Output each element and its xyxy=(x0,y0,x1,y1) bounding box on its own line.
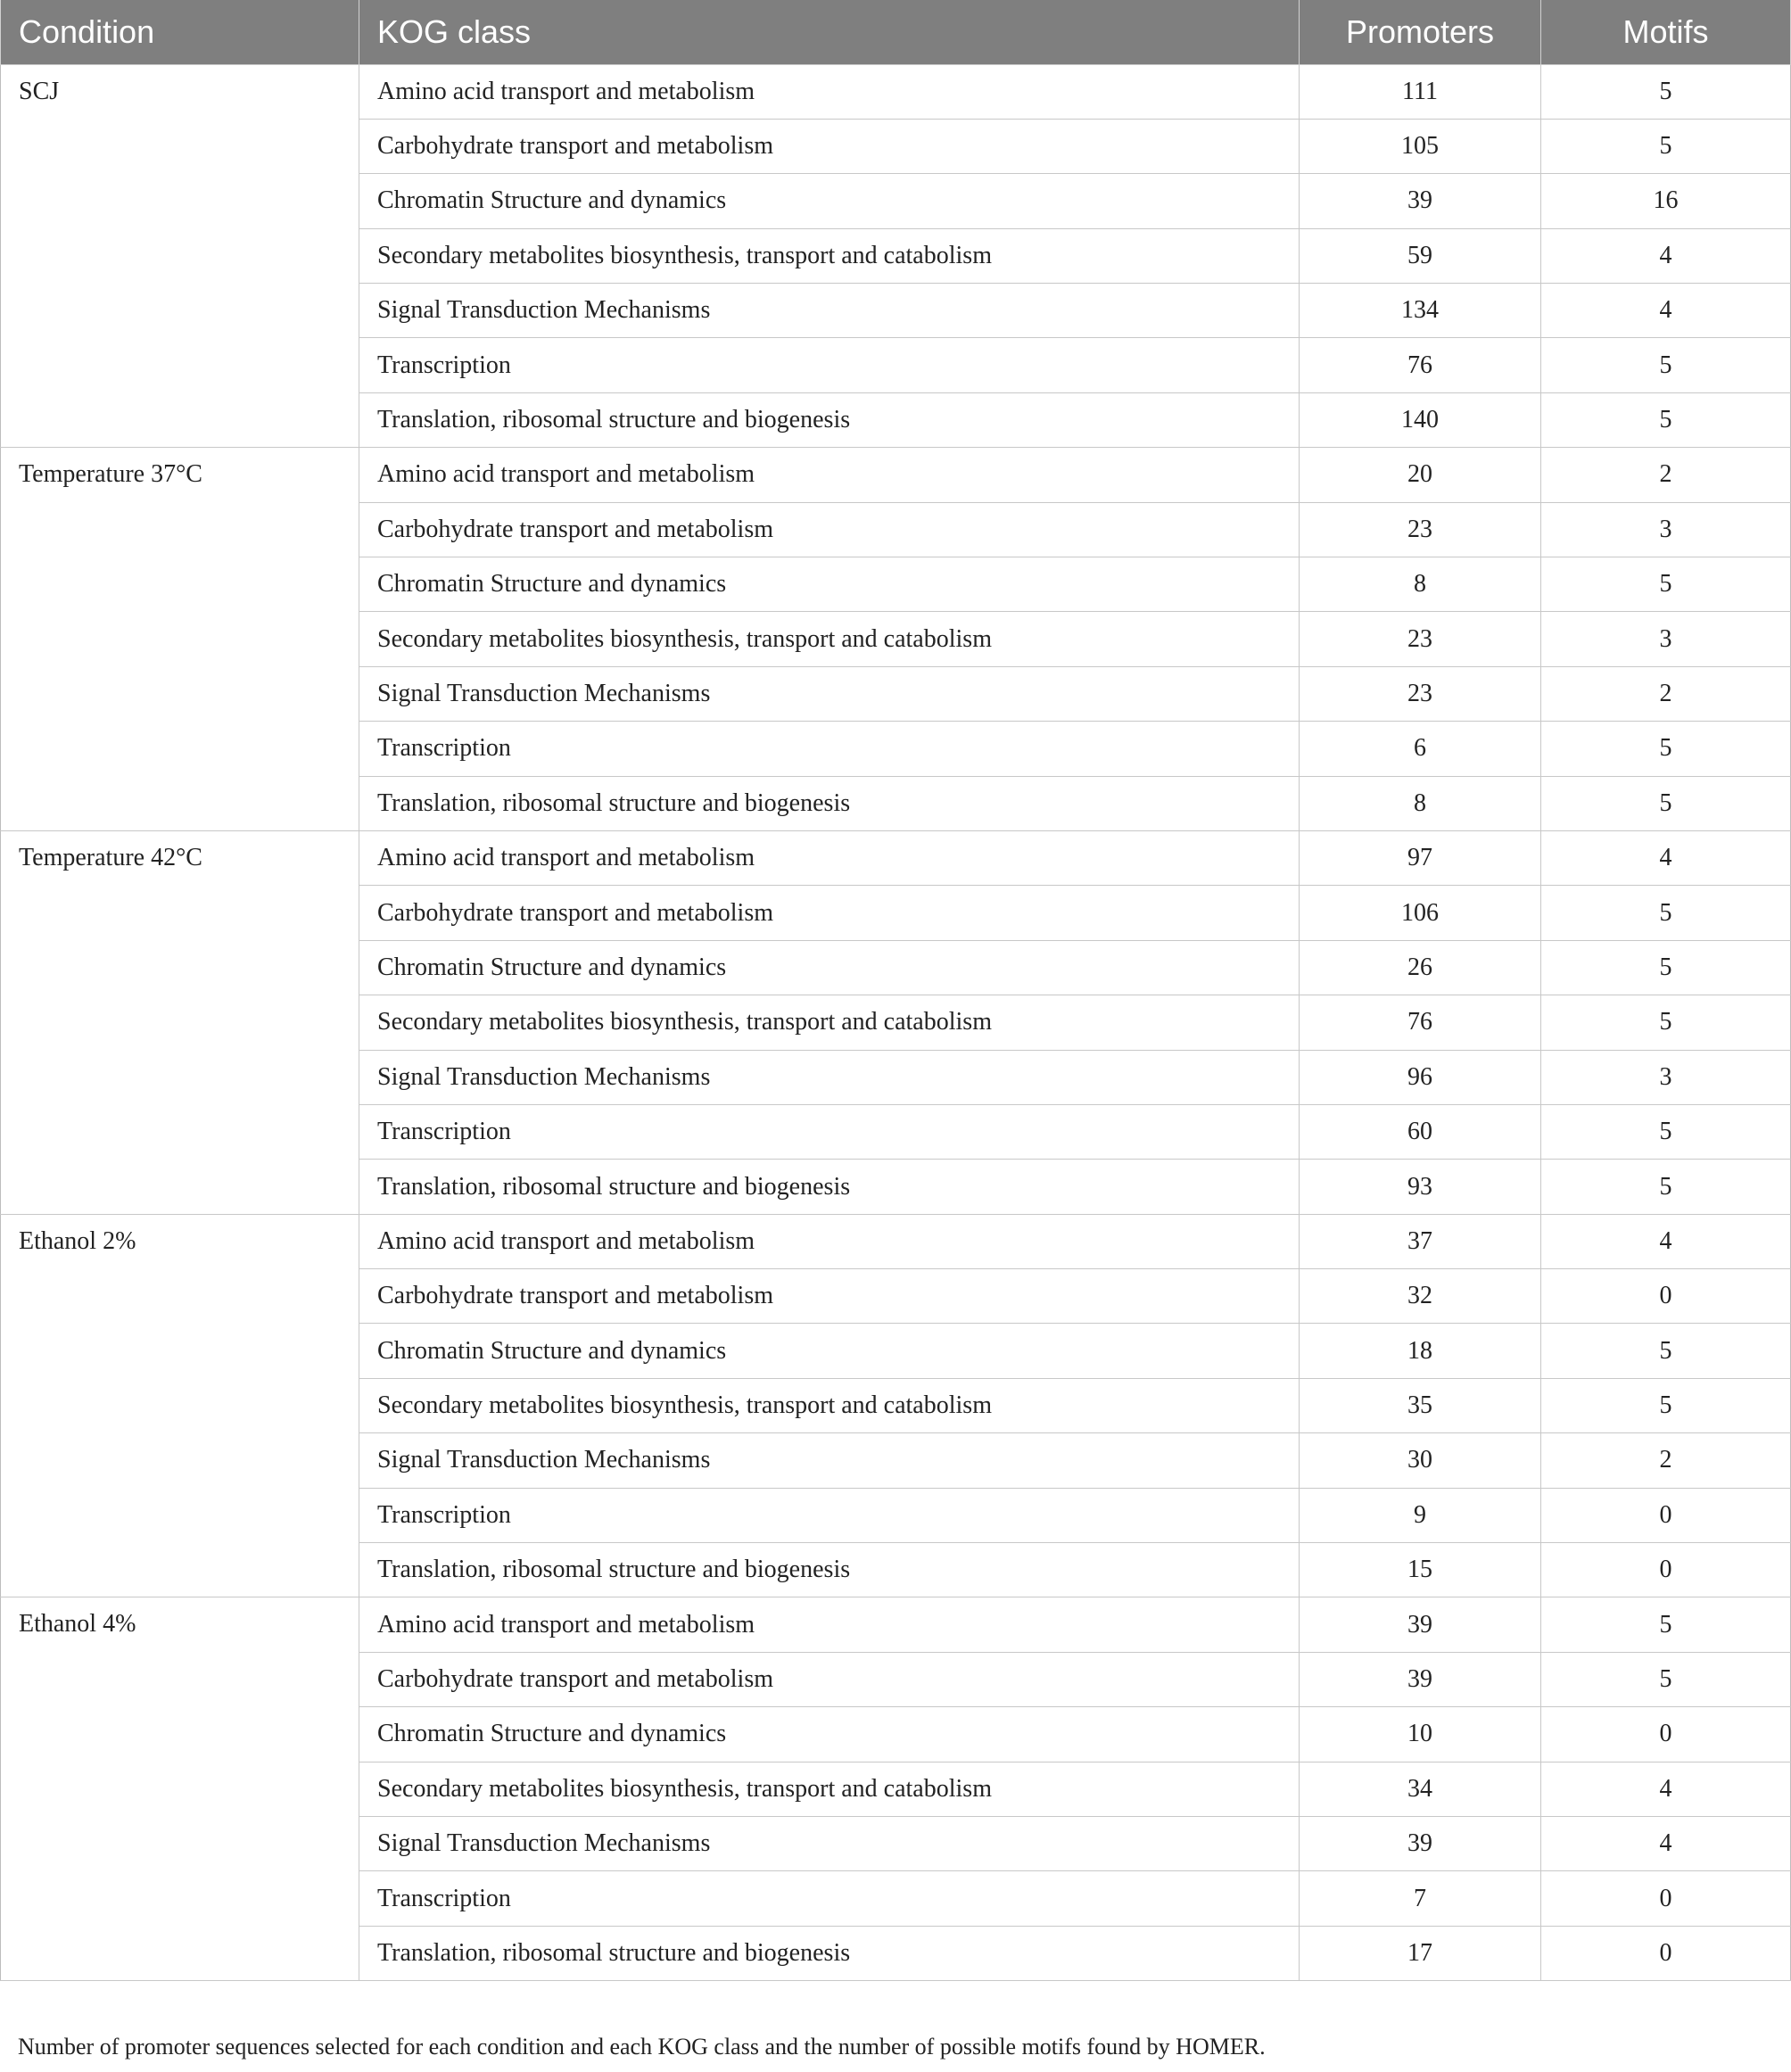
motifs-cell: 5 xyxy=(1541,1652,1791,1706)
motifs-cell: 5 xyxy=(1541,392,1791,447)
promoters-cell: 23 xyxy=(1300,612,1541,666)
motifs-cell: 5 xyxy=(1541,1324,1791,1378)
promoters-cell: 93 xyxy=(1300,1160,1541,1214)
motifs-cell: 0 xyxy=(1541,1871,1791,1926)
promoters-cell: 9 xyxy=(1300,1488,1541,1542)
promoters-cell: 8 xyxy=(1300,776,1541,830)
motifs-cell: 4 xyxy=(1541,830,1791,885)
motifs-cell: 5 xyxy=(1541,995,1791,1050)
kog-class-cell: Translation, ribosomal structure and biogenesis xyxy=(359,1160,1300,1214)
promoters-cell: 26 xyxy=(1300,940,1541,995)
promoters-cell: 39 xyxy=(1300,174,1541,228)
kog-class-cell: Translation, ribosomal structure and biogenesis xyxy=(359,392,1300,447)
promoters-cell: 32 xyxy=(1300,1269,1541,1324)
motifs-cell: 16 xyxy=(1541,174,1791,228)
table-header xyxy=(1,0,1791,64)
promoters-cell: 134 xyxy=(1300,284,1541,338)
kog-class-cell: Amino acid transport and metabolism xyxy=(359,448,1300,502)
header-promoters: Promoters xyxy=(1300,0,1541,64)
table-row xyxy=(1,830,1791,885)
condition-cell: SCJ xyxy=(1,64,359,448)
promoters-cell: 20 xyxy=(1300,448,1541,502)
kog-class-cell: Amino acid transport and metabolism xyxy=(359,830,1300,885)
kog-class-cell: Amino acid transport and metabolism xyxy=(359,1597,1300,1652)
promoters-cell: 97 xyxy=(1300,830,1541,885)
table-body xyxy=(1,64,1791,1981)
kog-class-cell: Chromatin Structure and dynamics xyxy=(359,1324,1300,1378)
motifs-cell: 0 xyxy=(1541,1543,1791,1597)
motifs-cell: 0 xyxy=(1541,1707,1791,1762)
kog-class-cell: Signal Transduction Mechanisms xyxy=(359,1433,1300,1488)
promoters-cell: 30 xyxy=(1300,1433,1541,1488)
motifs-cell: 3 xyxy=(1541,1050,1791,1104)
promoters-cell: 23 xyxy=(1300,502,1541,557)
motifs-cell: 3 xyxy=(1541,612,1791,666)
promoters-cell: 7 xyxy=(1300,1871,1541,1926)
motifs-cell: 2 xyxy=(1541,666,1791,721)
condition-cell: Temperature 42°C xyxy=(1,830,359,1214)
motifs-cell: 5 xyxy=(1541,64,1791,119)
motifs-cell: 4 xyxy=(1541,228,1791,283)
kog-class-cell: Secondary metabolites biosynthesis, transport and catabolism xyxy=(359,1378,1300,1432)
promoters-cell: 35 xyxy=(1300,1378,1541,1432)
kog-class-cell: Transcription xyxy=(359,722,1300,776)
motifs-cell: 4 xyxy=(1541,1214,1791,1268)
condition-cell: Ethanol 4% xyxy=(1,1597,359,1981)
condition-cell: Temperature 37°C xyxy=(1,448,359,831)
motifs-cell: 5 xyxy=(1541,119,1791,173)
motifs-cell: 0 xyxy=(1541,1926,1791,1980)
table-row xyxy=(1,64,1791,119)
kog-class-cell: Chromatin Structure and dynamics xyxy=(359,174,1300,228)
header-row xyxy=(1,0,1791,64)
promoters-cell: 17 xyxy=(1300,1926,1541,1980)
kog-class-cell: Transcription xyxy=(359,1104,1300,1159)
promoters-cell: 10 xyxy=(1300,1707,1541,1762)
kog-class-cell: Signal Transduction Mechanisms xyxy=(359,284,1300,338)
promoters-cell: 6 xyxy=(1300,722,1541,776)
promoters-cell: 39 xyxy=(1300,1817,1541,1871)
condition-cell: Ethanol 2% xyxy=(1,1214,359,1597)
kog-class-cell: Chromatin Structure and dynamics xyxy=(359,557,1300,612)
kog-class-cell: Signal Transduction Mechanisms xyxy=(359,666,1300,721)
kog-class-cell: Secondary metabolites biosynthesis, transport and catabolism xyxy=(359,612,1300,666)
promoters-cell: 140 xyxy=(1300,392,1541,447)
promoters-cell: 76 xyxy=(1300,995,1541,1050)
kog-class-cell: Translation, ribosomal structure and biogenesis xyxy=(359,776,1300,830)
header-motifs: Motifs xyxy=(1541,0,1791,64)
promoters-cell: 60 xyxy=(1300,1104,1541,1159)
kog-class-cell: Secondary metabolites biosynthesis, transport and catabolism xyxy=(359,1762,1300,1816)
kog-class-cell: Carbohydrate transport and metabolism xyxy=(359,502,1300,557)
kog-class-cell: Translation, ribosomal structure and biogenesis xyxy=(359,1926,1300,1980)
header-kog-class: KOG class xyxy=(359,0,1300,64)
kog-class-cell: Amino acid transport and metabolism xyxy=(359,64,1300,119)
table-footnote: Number of promoter sequences selected for each condition and each KOG class and the number of possible motifs found by HOMER. xyxy=(18,2034,1266,2060)
kog-class-cell: Secondary metabolites biosynthesis, transport and catabolism xyxy=(359,995,1300,1050)
kog-class-cell: Transcription xyxy=(359,1488,1300,1542)
table-row xyxy=(1,1597,1791,1652)
motifs-cell: 5 xyxy=(1541,1160,1791,1214)
motifs-cell: 5 xyxy=(1541,722,1791,776)
motifs-cell: 5 xyxy=(1541,557,1791,612)
promoters-cell: 111 xyxy=(1300,64,1541,119)
promoters-cell: 37 xyxy=(1300,1214,1541,1268)
kog-class-cell: Transcription xyxy=(359,1871,1300,1926)
promoters-cell: 23 xyxy=(1300,666,1541,721)
motifs-cell: 0 xyxy=(1541,1269,1791,1324)
motifs-cell: 2 xyxy=(1541,1433,1791,1488)
motifs-cell: 2 xyxy=(1541,448,1791,502)
promoters-cell: 96 xyxy=(1300,1050,1541,1104)
kog-class-cell: Translation, ribosomal structure and biogenesis xyxy=(359,1543,1300,1597)
kog-class-cell: Amino acid transport and metabolism xyxy=(359,1214,1300,1268)
motifs-cell: 3 xyxy=(1541,502,1791,557)
motifs-cell: 5 xyxy=(1541,776,1791,830)
kog-class-cell: Signal Transduction Mechanisms xyxy=(359,1817,1300,1871)
kog-class-cell: Chromatin Structure and dynamics xyxy=(359,1707,1300,1762)
promoters-cell: 76 xyxy=(1300,338,1541,392)
kog-class-cell: Carbohydrate transport and metabolism xyxy=(359,119,1300,173)
motifs-cell: 5 xyxy=(1541,1597,1791,1652)
promoters-cell: 39 xyxy=(1300,1597,1541,1652)
header-condition: Condition xyxy=(1,0,359,64)
kog-class-cell: Secondary metabolites biosynthesis, transport and catabolism xyxy=(359,228,1300,283)
promoters-cell: 18 xyxy=(1300,1324,1541,1378)
kog-class-cell: Signal Transduction Mechanisms xyxy=(359,1050,1300,1104)
motifs-cell: 5 xyxy=(1541,940,1791,995)
promoters-cell: 106 xyxy=(1300,886,1541,940)
promoters-cell: 15 xyxy=(1300,1543,1541,1597)
motifs-cell: 0 xyxy=(1541,1488,1791,1542)
table-row xyxy=(1,448,1791,502)
kog-class-cell: Chromatin Structure and dynamics xyxy=(359,940,1300,995)
promoters-cell: 39 xyxy=(1300,1652,1541,1706)
motifs-cell: 5 xyxy=(1541,1378,1791,1432)
kog-class-cell: Transcription xyxy=(359,338,1300,392)
promoters-cell: 8 xyxy=(1300,557,1541,612)
kog-class-cell: Carbohydrate transport and metabolism xyxy=(359,1652,1300,1706)
kog-class-cell: Carbohydrate transport and metabolism xyxy=(359,886,1300,940)
promoters-cell: 105 xyxy=(1300,119,1541,173)
motifs-cell: 5 xyxy=(1541,338,1791,392)
motifs-cell: 4 xyxy=(1541,284,1791,338)
motifs-cell: 4 xyxy=(1541,1817,1791,1871)
promoters-cell: 34 xyxy=(1300,1762,1541,1816)
kog-class-cell: Carbohydrate transport and metabolism xyxy=(359,1269,1300,1324)
table-row xyxy=(1,1214,1791,1268)
motifs-cell: 5 xyxy=(1541,1104,1791,1159)
promoters-cell: 59 xyxy=(1300,228,1541,283)
motifs-cell: 5 xyxy=(1541,886,1791,940)
motifs-cell: 4 xyxy=(1541,1762,1791,1816)
